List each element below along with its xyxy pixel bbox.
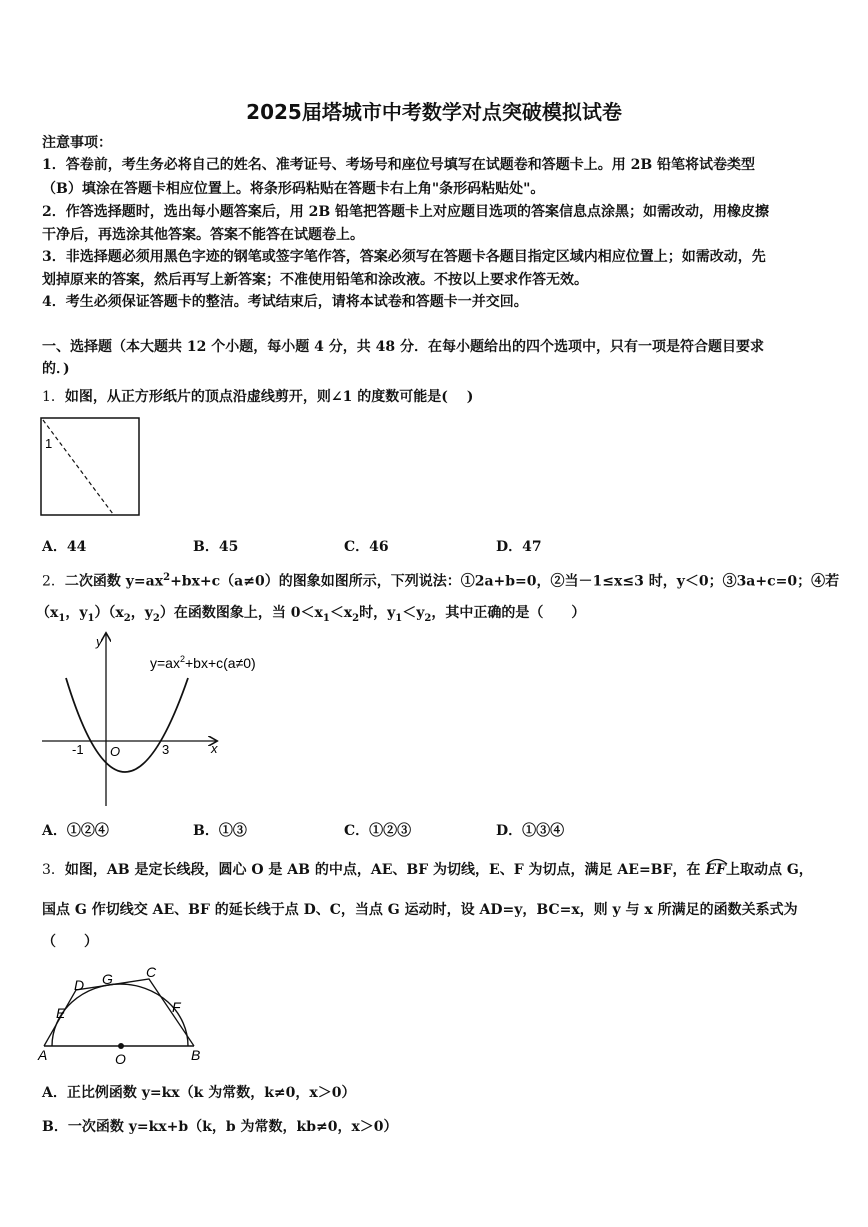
notice-line: 1．答卷前，考生务必将自己的姓名、准考证号、考场号和座位号填写在试题卷和答题卡上。用 2B 铅笔将试卷类型 bbox=[42, 157, 756, 173]
option-d[interactable]: D．47 bbox=[496, 539, 542, 555]
point-e-label: E bbox=[56, 1005, 66, 1021]
question-number: 3． bbox=[42, 862, 65, 878]
origin-label: O bbox=[110, 744, 121, 759]
question-2-line2: （$x_1$，$y_1)(x_2$，$y_2$）在函数图象上，当 $0<x_1<x_2$时，$y_1<y_2$，其中正确的是（ ） bbox=[36, 605, 586, 624]
parabola-curve bbox=[66, 678, 188, 772]
option-a[interactable]: A．①②④ bbox=[42, 823, 109, 839]
question-number: 1． bbox=[42, 389, 65, 405]
q2-parabola-graph bbox=[36, 628, 286, 810]
notice-line: 划掉原来的答案，然后再写上新答案；不准使用铅笔和涂改液。不按以上要求作答无效。 bbox=[42, 272, 588, 288]
question-number: 2． bbox=[42, 573, 65, 590]
semicircle-arc bbox=[52, 984, 188, 1046]
point-a-label: A bbox=[38, 1047, 48, 1063]
option-b[interactable]: B．①③ bbox=[193, 823, 247, 839]
y-axis-label: y bbox=[96, 634, 103, 649]
q3-semicircle-figure bbox=[36, 962, 208, 1068]
point-d-label: D bbox=[74, 977, 85, 993]
notice-heading: 注意事项： bbox=[42, 135, 112, 151]
x-axis-label: x bbox=[211, 741, 218, 756]
option-a[interactable]: A．44 bbox=[42, 539, 87, 555]
equation-label: $y=ax^2+bx+c(a\ne 0)$ bbox=[150, 654, 256, 671]
option-c[interactable]: C．①②③ bbox=[344, 823, 412, 839]
question-1 bbox=[42, 386, 473, 408]
option-b[interactable]: B．45 bbox=[193, 539, 239, 555]
angle-label: 1 bbox=[45, 436, 53, 451]
point-o-label: O bbox=[115, 1051, 126, 1067]
option-a[interactable]: A．正比例函数 y=kx（k 为常数，k≠0，x＞0） bbox=[42, 1085, 356, 1101]
left-root-label: -1 bbox=[72, 742, 84, 757]
q1-square-figure bbox=[40, 416, 142, 518]
notice-line: （B）填涂在答题卡相应位置上。将条形码粘贴在答题卡右上角"条形码粘贴处"。 bbox=[42, 181, 545, 197]
notice-line: 2．作答选择题时，选出每小题答案后，用 2B 铅笔把答题卡上对应题目选项的答案信息点涂黑；如需改动，用橡皮擦 bbox=[42, 204, 770, 220]
page-title: 2025届塔城市中考数学对点突破模拟试卷 bbox=[246, 100, 622, 124]
point-b-label: B bbox=[191, 1047, 201, 1063]
option-d[interactable]: D．①③④ bbox=[496, 823, 565, 839]
option-c[interactable]: C．46 bbox=[344, 539, 389, 555]
notice-line: 干净后，再选涂其他答案。答案不能答在试题卷上。 bbox=[42, 227, 364, 243]
point-g-label: G bbox=[102, 971, 113, 987]
question-3-line1: 3．如图，AB 是定长线段，圆心 O 是 AB 的中点，AE、BF 为切线，E、F 为切点，满足 AE=BF，在 EF上取动点 G， bbox=[42, 859, 813, 881]
option-b[interactable]: B．一次函数 y=kx+b（k，b 为常数，kb≠0，x＞0） bbox=[42, 1119, 398, 1135]
question-text: 如图，从正方形纸片的顶点沿虚线剪开，则∠1 的度数可能是( ) bbox=[64, 389, 474, 405]
arc-ef: EF bbox=[705, 859, 726, 881]
question-3-line2: 国点 G 作切线交 AE、BF 的延长线于点 D、C，当点 G 运动时，设 AD=y，BC=x，则 y 与 x 所满足的函数关系式为 bbox=[42, 902, 798, 918]
point-c-label: C bbox=[146, 964, 157, 980]
notice-line: 3．非选择题必须用黑色字迹的钢笔或签字笔作答，答案必须写在答题卡各题目指定区域内相应位置上；如需改动，先 bbox=[42, 249, 766, 265]
center-point bbox=[118, 1043, 124, 1049]
question-2-line1: 2．二次函数 $y=ax^2+bx+c(a\ne 0)$的图象如图所示，下列说法：①2a+b=0，②当－1≤x≤3 时，y＜0；③3a+c=0；④若 bbox=[42, 572, 840, 590]
point-f-label: F bbox=[172, 999, 181, 1015]
section-heading-cont: 的．) bbox=[42, 361, 70, 377]
right-root-label: 3 bbox=[162, 742, 170, 757]
square bbox=[41, 418, 139, 515]
dashed-cut-line bbox=[43, 420, 113, 514]
notice-line: 4．考生必须保证答题卡的整洁。考试结束后，请将本试卷和答题卡一并交回。 bbox=[42, 294, 528, 310]
question-3-line3: （ ） bbox=[42, 934, 98, 950]
section-heading: 一、选择题（本大题共 12 个小题，每小题 4 分，共 48 分．在每小题给出的四个选项中，只有一项是符合题目要求 bbox=[42, 339, 764, 355]
